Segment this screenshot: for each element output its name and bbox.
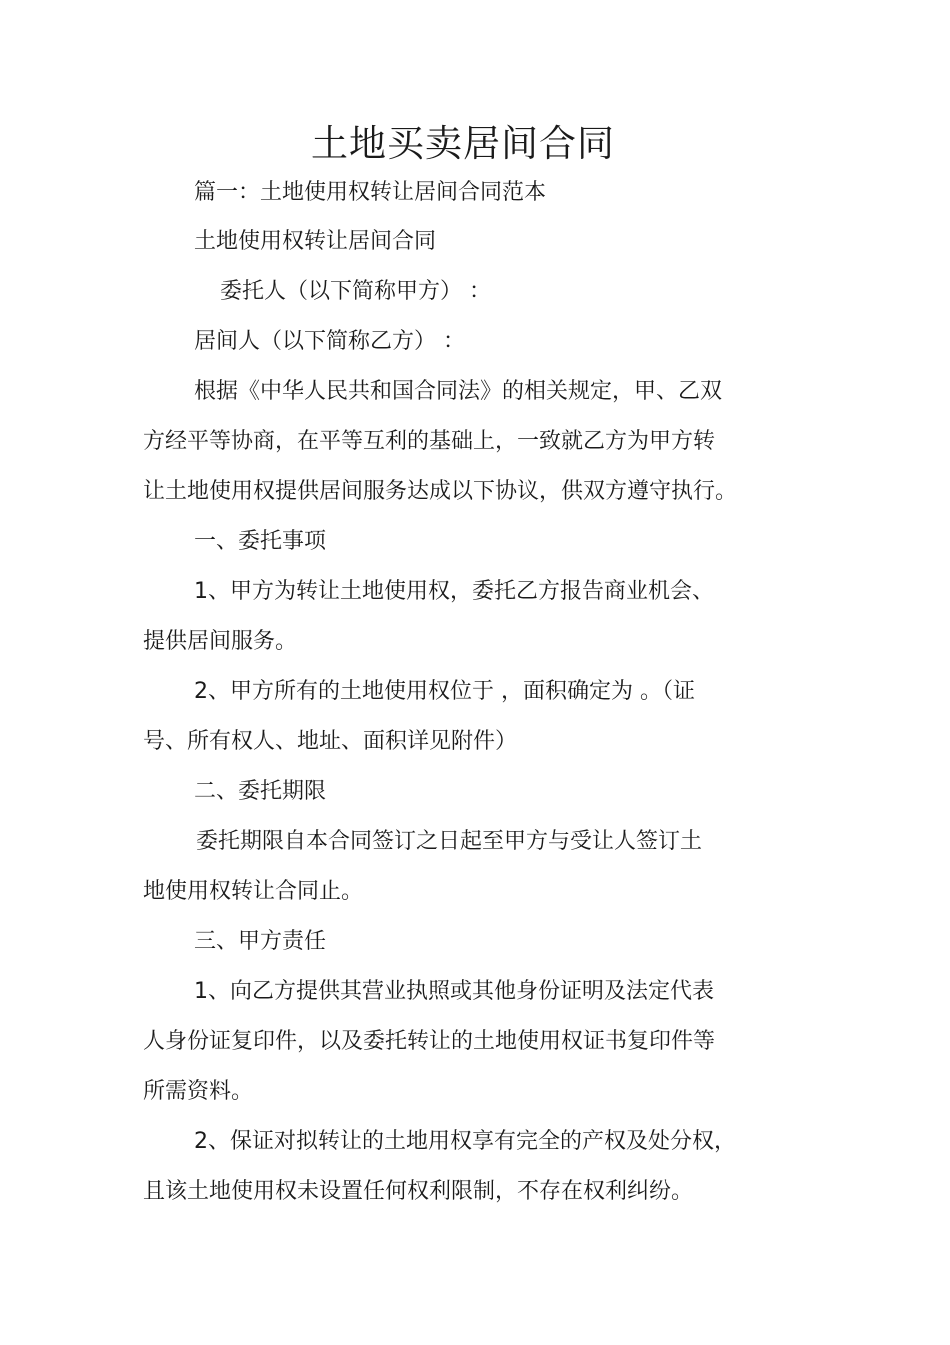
text-line-11: 2、甲方所有的土地使用权位于 ，面积确定为 。（证 <box>194 679 695 704</box>
text-line-15: 地使用权转让合同止。 <box>143 879 364 904</box>
text-line-13: 二、委托期限 <box>194 779 327 804</box>
text-line-6: 方经平等协商，在平等互利的基础上，一致就乙方为甲方转 <box>143 429 716 454</box>
text-line-10: 提供居间服务。 <box>143 629 298 654</box>
text-line-21: 且该土地使用权未设置任何权利限制，不存在权利纠纷。 <box>143 1179 694 1204</box>
text-line-4: 居间人（以下简称乙方） ： <box>194 329 465 354</box>
text-line-7: 让土地使用权提供居间服务达成以下协议，供双方遵守执行。 <box>143 479 738 504</box>
text-line-5: 根据《中华人民共和国合同法》的相关规定，甲、乙双 <box>194 379 723 404</box>
text-line-1: 篇一：土地使用权转让居间合同范本 <box>194 180 547 205</box>
text-line-3: 委托人（以下简称甲方） ： <box>220 279 491 304</box>
text-line-12: 号、所有权人、地址、面积详见附件） <box>143 729 518 754</box>
text-line-19: 所需资料。 <box>143 1079 254 1104</box>
text-line-2: 土地使用权转让居间合同 <box>194 229 437 254</box>
text-line-16: 三、甲方责任 <box>194 929 327 954</box>
document-title: 土地买卖居间合同 <box>311 122 615 165</box>
text-line-18: 人身份证复印件，以及委托转让的土地使用权证书复印件等 <box>143 1029 716 1054</box>
text-line-20: 2、保证对拟转让的土地用权享有完全的产权及处分权， <box>194 1129 736 1154</box>
text-line-8: 一、委托事项 <box>194 529 327 554</box>
text-line-9: 1、甲方为转让土地使用权，委托乙方报告商业机会、 <box>194 579 714 604</box>
text-line-17: 1、向乙方提供其营业执照或其他身份证明及法定代表 <box>194 979 714 1004</box>
text-line-14: 委托期限自本合同签订之日起至甲方与受让人签订土 <box>196 829 703 854</box>
